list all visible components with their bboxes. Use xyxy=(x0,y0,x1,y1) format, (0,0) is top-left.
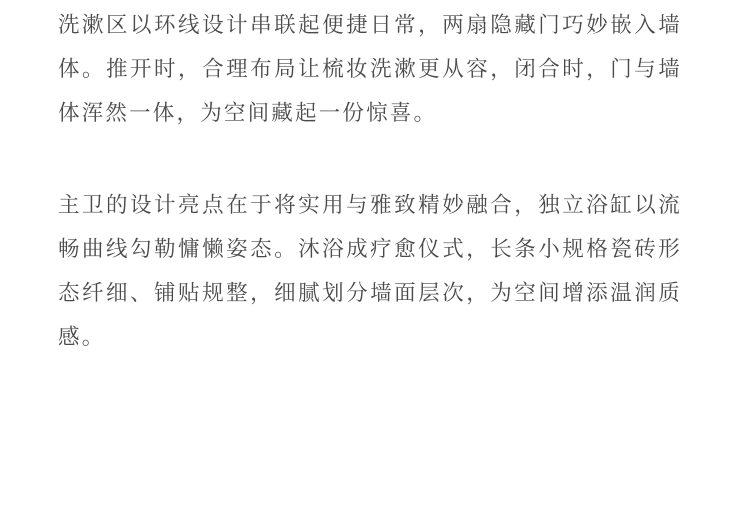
paragraph-1: 洗漱区以环线设计串联起便捷日常，两扇隐藏门巧妙嵌入墙体。推开时，合理布局让梳妆洗漱更从容，闭合时，门与墙体浑然一体，为空间藏起一份惊喜。 xyxy=(58,13,682,125)
paragraph-spacer xyxy=(58,135,682,183)
paragraph-2: 主卫的设计亮点在于将实用与雅致精妙融合，独立浴缸以流畅曲线勾勒慵懒姿态。沐浴成疗愈仪式，长条小规格瓷砖形态纤细、铺贴规整，细腻划分墙面层次，为空间增添温润质感。 xyxy=(58,193,682,349)
